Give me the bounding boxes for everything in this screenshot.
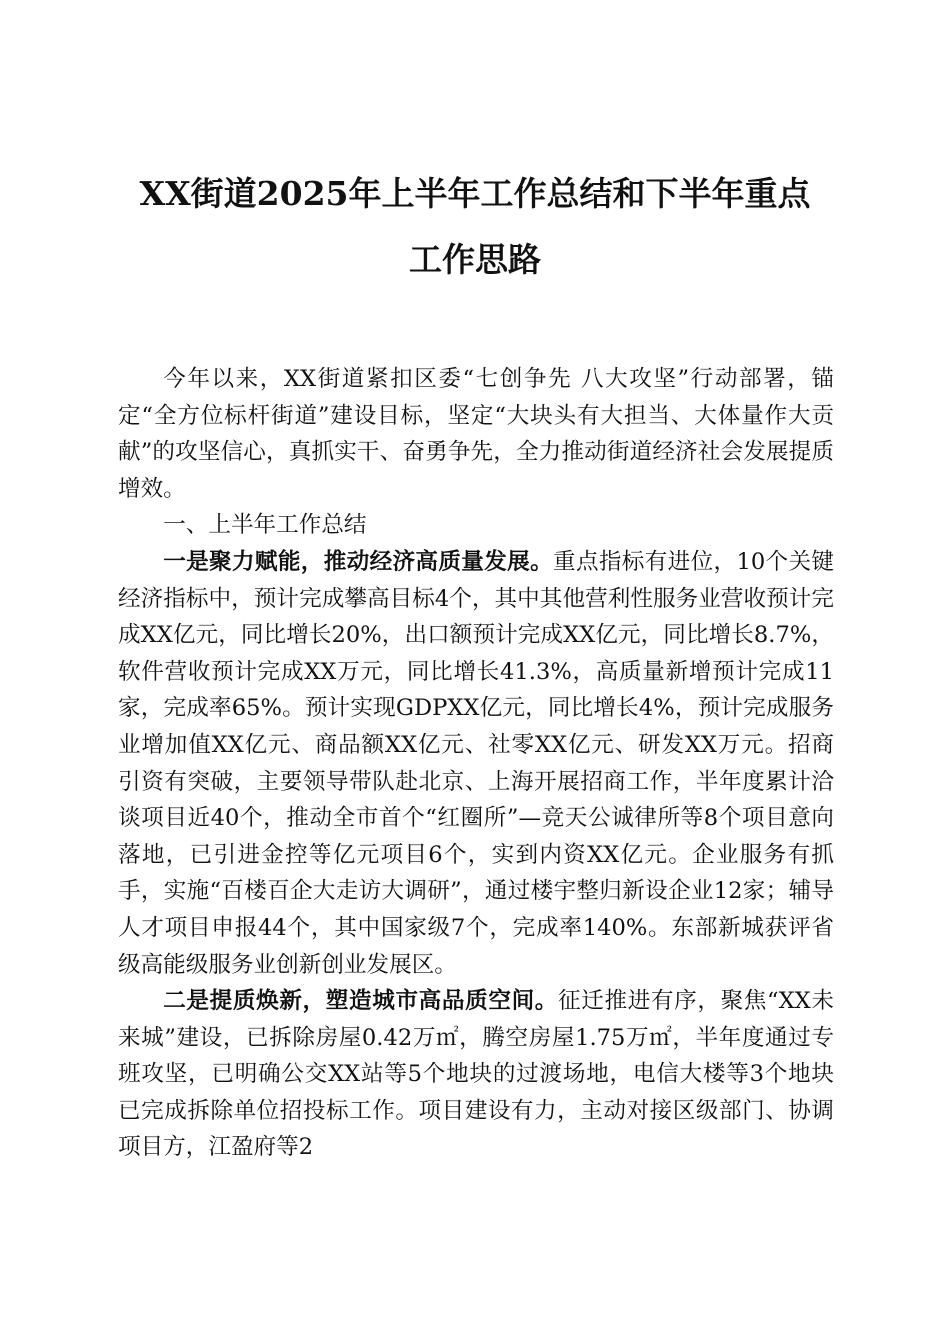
paragraph-2 bbox=[118, 983, 834, 1166]
paragraph-1-body: 重点指标有进位，10个关键经济指标中，预计完成攀高目标4个，其中其他营利性服务业营收预计完成XX亿元，同比增长20%，出口额预计完成XX亿元，同比增长8.7%，软件营收预计完成XX万元，同比增长41.3%，高质量新增预计完成11家，完成率65%。预计实现GDPXX亿元，同比增长4%，预计完成服务业增加值XX亿元、商品额XX亿元、社零XX亿元、研发XX万元。招商引资有突破，主要领导带队赴北京、上海开展招商工作，半年度累计洽谈项目近40个，推动全市首个“红圈所”—竞天公诚律所等8个项目意向落地，已引进金控等亿元项目6个，实到内资XX亿元。企业服务有抓手，实施“百楼百企大走访大调研”，通过楼宇整归新设企业12家；辅导人才项目申报44个，其中国家级7个，完成率140%。东部新城获评省级高能级服务业创新创业发展区。 bbox=[118, 548, 835, 978]
document-title-line-2: 工作思路 bbox=[409, 240, 541, 279]
paragraph-2-body: 征迁推进有序，聚焦“XX未来城”建设，已拆除房屋0.42万㎡，腾空房屋1.75万㎡，半年度通过专班攻坚，已明确公交XX站等5个地块的过渡场地，电信大楼等3个地块已完成拆除单位招投标工作。项目建设有力，主动对接区级部门、协调项目方，江盈府等2 bbox=[118, 988, 834, 1161]
paragraph-1-lead: 一是聚力赋能，推动经济高质量发展。 bbox=[163, 548, 554, 575]
intro-paragraph: 今年以来，XX街道紧扣区委“七创争先 八大攻坚”行动部署，锚定“全方位标杆街道”建设目标，坚定“大块头有大担当、大体量作大贡献”的攻坚信心，真抓实干、奋勇争先，全力推动街道经济社会发展提质增效。 bbox=[118, 366, 834, 502]
paragraph-1 bbox=[118, 544, 834, 983]
paragraph-2-lead: 二是提质焕新，塑造城市高品质空间。 bbox=[163, 988, 559, 1015]
section-heading-1: 一、上半年工作总结 bbox=[163, 512, 367, 539]
document-body bbox=[118, 361, 834, 1166]
document-title-line-1: XX街道2025年上半年工作总结和下半年重点 bbox=[139, 174, 811, 213]
